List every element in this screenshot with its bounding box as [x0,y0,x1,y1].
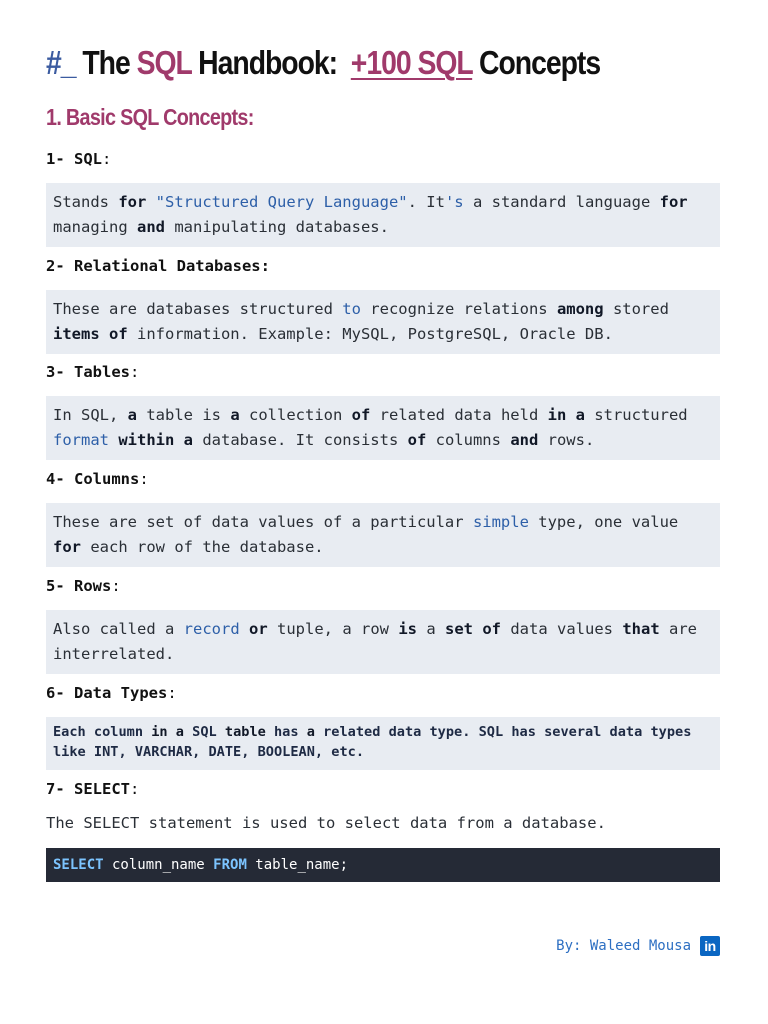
def-text: data values [501,620,623,638]
def-text: a [417,620,445,638]
def-bold: in a [151,724,184,740]
definition-columns [46,503,720,567]
def-keyword: simple [472,513,529,531]
def-text: manipulating databases. [165,218,389,236]
title-hash: #_ [46,44,76,81]
def-bold: a [306,724,315,740]
title-the: The [82,44,130,81]
def-text: rows. [538,431,595,449]
def-bold: or [249,620,268,638]
definition-rows [46,610,720,674]
def-bold: for [659,193,688,211]
author-credit: By: Waleed Mousa [556,938,691,954]
def-text: has [265,724,307,740]
term-label: 4- Columns [46,470,140,488]
def-bold: in a [547,406,585,424]
def-text: stored [603,300,669,318]
def-bold: set of [445,620,501,638]
term-label: 3- Tables [46,363,130,381]
def-bold: is [398,620,417,638]
def-keyword: to [342,300,361,318]
def-text: each row of the database. [81,538,324,556]
def-text: managing [53,218,137,236]
def-text: . It [407,193,445,211]
definition-data-types [46,717,720,770]
select-description: The SELECT statement is used to select data from a database. [46,814,606,832]
page-title [46,44,600,82]
title-plus-sql: +100 SQL [350,44,473,81]
code-text: column_name [103,857,214,873]
footer-credit [556,936,720,956]
def-text: table is [137,406,231,424]
def-bold: a [127,406,137,424]
def-text [146,193,155,211]
def-bold: table [224,724,266,740]
def-bold: for [53,538,81,556]
linkedin-icon[interactable]: in [700,936,720,956]
def-text: Stands [53,193,119,211]
def-bold: of [407,431,427,449]
def-text: tuple, a row [267,620,399,638]
term-rows: 5- Rows: [46,577,121,595]
code-keyword: SELECT [53,857,104,873]
definition-relational-databases [46,290,720,354]
def-bold: and [137,218,165,236]
term-sql: 1- SQL: [46,150,112,168]
term-data-types: 6- Data Types: [46,684,177,702]
term-label: 1- SQL [46,150,102,168]
term-label: 2- Relational Databases [46,257,261,275]
def-text: a standard language [463,193,660,211]
title-concepts: Concepts [479,44,601,81]
def-text: related data held [370,406,548,424]
term-label: 6- Data Types [46,684,168,702]
code-block [46,848,720,882]
def-text: are interrelated. [53,620,697,663]
def-text: These are set of data values of a particular [53,513,473,531]
def-bold: and [510,431,539,449]
def-text: database. It consists [193,431,408,449]
term-tables: 3- Tables: [46,363,140,381]
def-text: columns [426,431,511,449]
def-string: "Structured Query Language" [155,193,408,211]
definition-sql [46,183,720,247]
def-text: information. Example: MySQL, PostgreSQL, Oracle DB. [127,325,613,343]
def-text: Each column [53,724,152,740]
def-text: recognize relations [360,300,557,318]
def-bold: among [556,300,604,318]
def-bold: items of [53,325,128,343]
def-text: related data type. SQL has several data types like INT, VARCHAR, DATE, BOOLEAN, etc. [53,724,692,760]
def-bold: a [230,406,240,424]
section-heading: 1. Basic SQL Concepts: [46,104,254,130]
def-bold: within a [118,431,193,449]
def-text: structured [584,406,688,424]
title-handbook: Handbook: [198,44,338,81]
def-bold: for [118,193,147,211]
def-text: type, one value [528,513,679,531]
term-columns: 4- Columns: [46,470,149,488]
def-text [109,431,118,449]
def-keyword: record [183,620,240,638]
term-relational-databases: 2- Relational Databases: [46,257,270,275]
term-label: 5- Rows [46,577,112,595]
def-text: In SQL, [53,406,128,424]
term-select: 7- SELECT: [46,780,140,798]
code-text: table_name; [246,857,349,873]
def-keyword: format [53,431,109,449]
definition-tables [46,396,720,460]
title-sql: SQL [136,44,192,81]
def-text: These are databases structured [53,300,343,318]
def-bold: of [351,406,371,424]
def-bold: that [622,620,660,638]
def-text: SQL [183,724,225,740]
def-text [240,620,249,638]
def-keyword: 's [444,193,464,211]
def-text: collection [239,406,352,424]
term-label: 7- SELECT [46,780,130,798]
code-keyword: FROM [213,857,247,873]
def-text: Also called a [53,620,184,638]
